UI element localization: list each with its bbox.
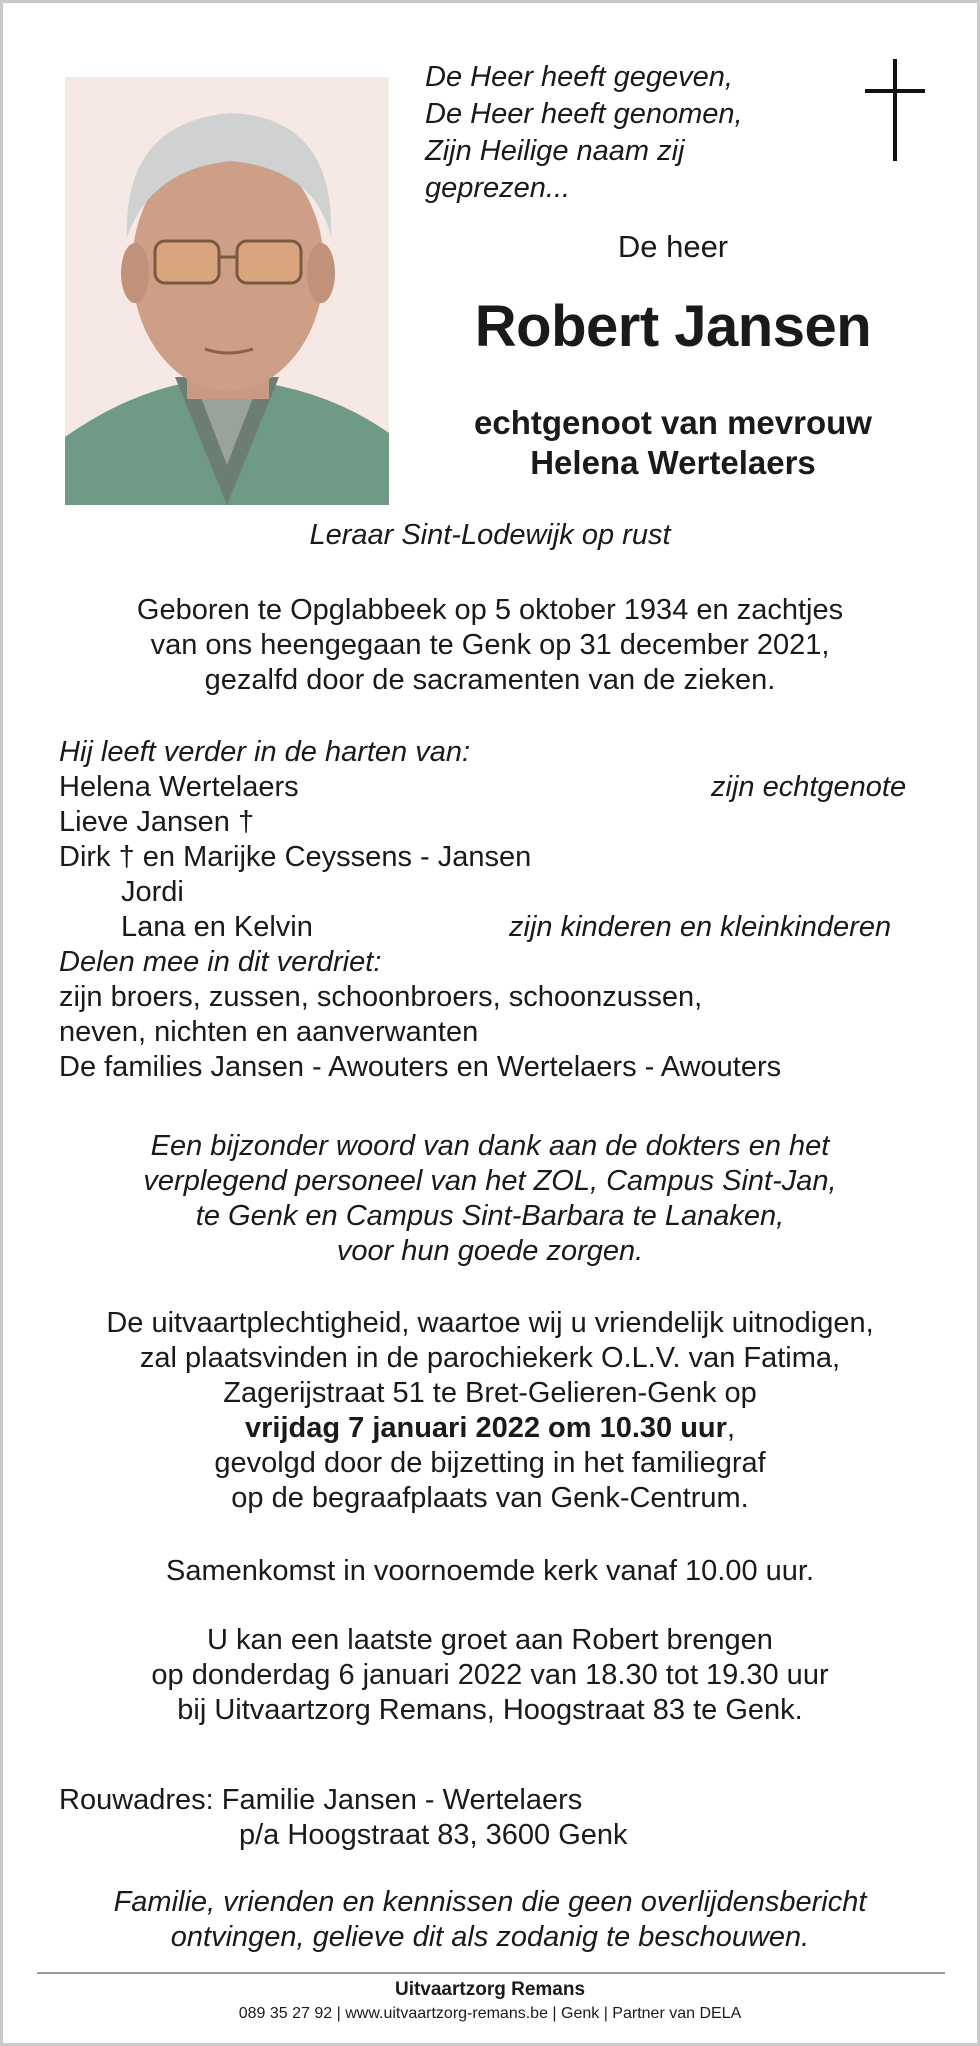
birth-line: van ons heengegaan te Genk op 31 december 2021, (150, 629, 830, 661)
grandchild-name: Jordi (121, 876, 184, 908)
funeral-home-contact: 089 35 27 92 | www.uitvaartzorg-remans.be | Genk | Partner van DELA (238, 2005, 742, 2022)
quote-line: De Heer heeft genomen, (425, 98, 743, 130)
funeral-home-name: Uitvaartzorg Remans (394, 1979, 586, 2000)
visit-line: op donderdag 6 januari 2022 van 18.30 tot 19.30 uur (151, 1659, 829, 1691)
funeral-line: op de begraafplaats van Genk-Centrum. (231, 1482, 749, 1514)
wife-name: Helena Wertelaers (59, 771, 299, 803)
funeral-line: Zagerijstraat 51 te Bret-Gelieren-Genk op (223, 1377, 757, 1409)
relatives-line: De families Jansen - Awouters en Wertelaers - Awouters (59, 1051, 782, 1083)
funeral-line: zal plaatsvinden in de parochiekerk O.L.V. van Fatima, (139, 1342, 841, 1374)
footer-divider (37, 1972, 945, 1974)
children-role: zijn kinderen en kleinkinderen (509, 911, 892, 943)
spouse-line: echtgenoot van mevrouw (474, 404, 872, 441)
funeral-line: De uitvaartplechtigheid, waartoe wij u vriendelijk uitnodigen, (106, 1307, 874, 1339)
grandchild-name: Lana en Kelvin (121, 911, 313, 943)
relatives-line: neven, nichten en aanverwanten (59, 1016, 479, 1048)
notice-line: ontvingen, gelieve dit als zodanig te beschouwen. (170, 1921, 810, 1953)
notice-message (3, 1885, 977, 1955)
gathering-info: Samenkomst in voornoemde kerk vanaf 10.00 uur. (165, 1555, 815, 1587)
funeral-date-line (3, 1411, 977, 1446)
quote-line: geprezen... (425, 172, 571, 204)
portrait-illustration (65, 77, 389, 505)
wife-role: zijn echtgenote (711, 771, 907, 803)
funeral-line: gevolgd door de bijzetting in het familiegraf (214, 1447, 766, 1479)
cross-icon (865, 59, 925, 161)
birth-line: Geboren te Opglabbeek op 5 oktober 1934 en zachtjes (136, 594, 844, 626)
thanks-message (3, 1129, 977, 1269)
deceased-name: Robert Jansen (474, 294, 872, 359)
portrait-photo (65, 77, 389, 505)
share-heading: Delen mee in dit verdriet: (59, 946, 382, 978)
visit-line: bij Uitvaartzorg Remans, Hoogstraat 83 te Genk. (177, 1694, 803, 1726)
birth-line: gezalfd door de sacramenten van de zieken. (204, 664, 776, 696)
quote-line: De Heer heeft gegeven, (425, 61, 733, 93)
funeral-date: vrijdag 7 januari 2022 om 10.30 uur (244, 1412, 727, 1444)
honorific: De heer (617, 229, 729, 264)
thanks-line: te Genk en Campus Sint-Barbara te Lanaken, (195, 1200, 785, 1232)
mourning-address-street: p/a Hoogstraat 83, 3600 Genk (239, 1819, 628, 1851)
quote-line: Zijn Heilige naam zij (425, 135, 685, 167)
bible-quote (425, 59, 743, 207)
thanks-line: voor hun goede zorgen. (336, 1235, 644, 1267)
thanks-line: verplegend personeel van het ZOL, Campus Sint-Jan, (143, 1165, 837, 1197)
relatives-line: zijn broers, zussen, schoonbroers, schoonzussen, (59, 981, 703, 1013)
birth-death-info (3, 593, 977, 698)
child-name: Dirk † en Marijke Ceyssens - Jansen (59, 841, 532, 873)
notice-line: Familie, vrienden en kennissen die geen overlijdensbericht (113, 1886, 867, 1918)
visit-line: U kan een laatste groet aan Robert brengen (207, 1624, 773, 1656)
thanks-line: Een bijzonder woord van dank aan de dokters en het (150, 1130, 830, 1162)
spouse-line: Helena Wertelaers (530, 444, 816, 481)
funeral-date-suffix: , (726, 1412, 735, 1444)
occupation: Leraar Sint-Lodewijk op rust (309, 519, 671, 551)
visitation-info (3, 1623, 977, 1728)
spouse-info (423, 403, 923, 483)
funeral-details (3, 1306, 977, 1516)
child-name: Lieve Jansen † (59, 806, 255, 838)
survivors-heading: Hij leeft verder in de harten van: (59, 736, 471, 768)
mourning-address: Rouwadres: Familie Jansen - Wertelaers (59, 1784, 583, 1816)
